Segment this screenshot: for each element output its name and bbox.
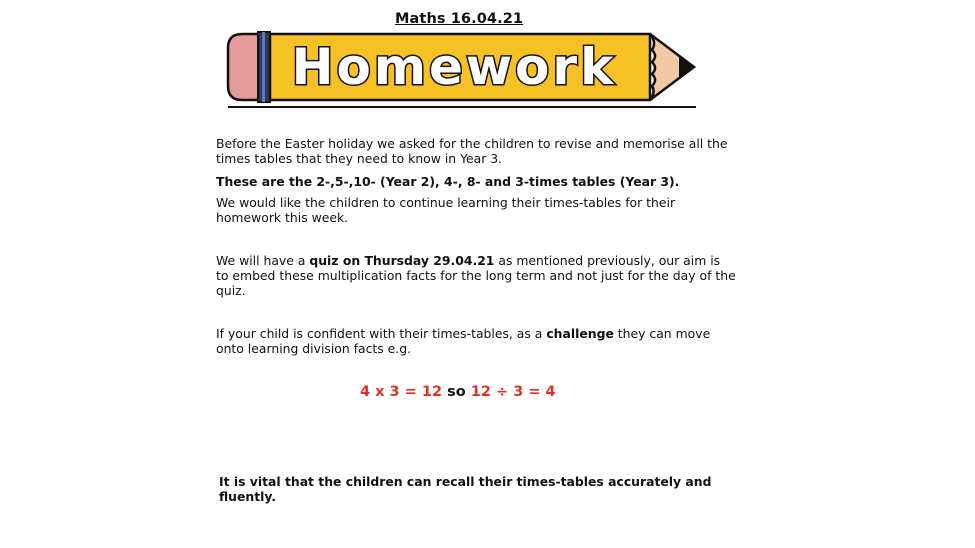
example-connector: so (447, 384, 466, 400)
paragraph-homework: We would like the children to continue learning their times-tables for their homework this week. (216, 195, 676, 225)
challenge-word: challenge (546, 326, 614, 341)
paragraph-challenge (216, 326, 736, 356)
homework-pencil-banner (224, 28, 700, 108)
paragraph-intro: Before the Easter holiday we asked for the children to revise and memorise all the times tables that they need to know in Year 3. (216, 136, 728, 166)
quiz-date: quiz on Thursday 29.04.21 (309, 253, 495, 268)
paragraph-quiz (216, 253, 736, 298)
quiz-text-before: We will have a (216, 253, 310, 268)
page-title: Maths 16.04.21 (395, 11, 524, 27)
paragraph-tables-list: These are the 2-,5-,10- (Year 2), 4-, 8- and 3-times tables (Year 3). (216, 174, 680, 189)
challenge-text-before: If your child is confident with their times-tables, as a (216, 326, 547, 341)
division-example (360, 384, 556, 400)
multiplication-fact: 4 x 3 = 12 (360, 384, 443, 400)
division-fact: 12 ÷ 3 = 4 (470, 384, 556, 400)
banner-word: Homework (291, 38, 617, 96)
quiz-text-after: as mentioned previously, our aim is to embed these multiplication facts for the long term and not just for the day of the quiz. (216, 253, 736, 298)
challenge-text-after: they can move onto learning division facts e.g. (216, 326, 711, 356)
closing-statement: It is vital that the children can recall their times-tables accurately and fluently. (219, 474, 712, 504)
